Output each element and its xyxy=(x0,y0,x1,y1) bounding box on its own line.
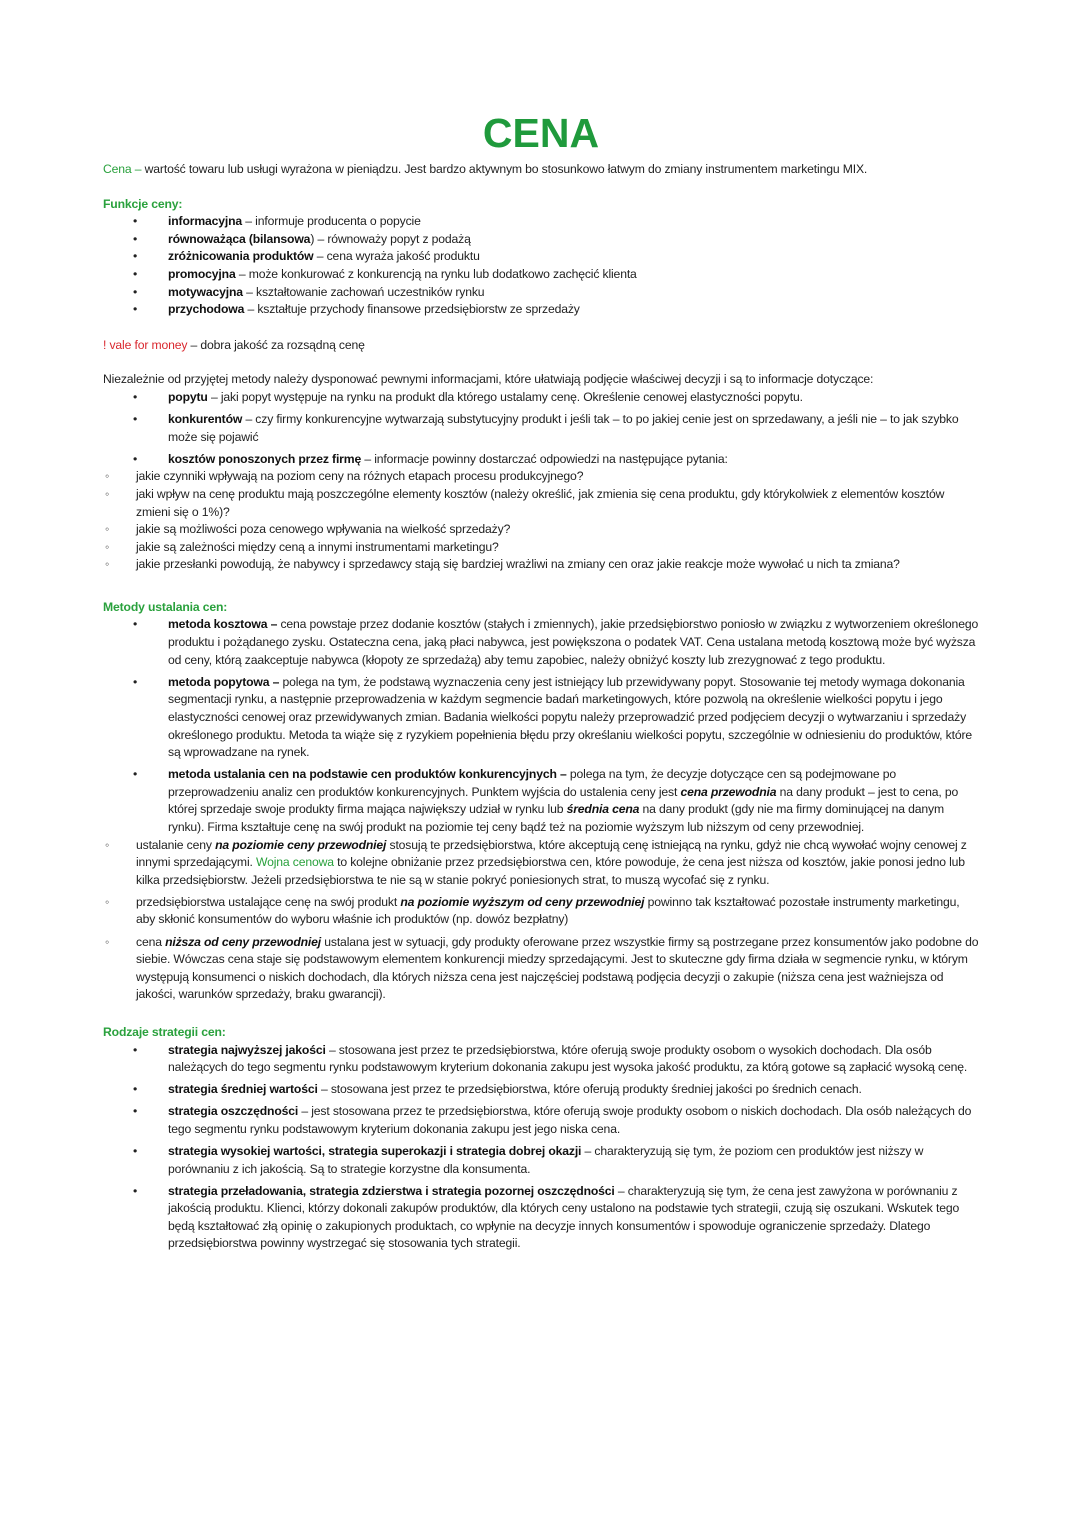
list-item xyxy=(103,1143,979,1178)
text-segment: – stosowana jest przez te przedsiębiorstwa, które oferują produkty średniej jakości po średnich cenach. xyxy=(317,1082,862,1097)
text-segment: przedsiębiorstwa ustalające cenę na swój produkt xyxy=(136,894,401,909)
info-lead: Niezależnie od przyjętej metody należy dysponować pewnymi informacjami, które ułatwiają podjęcie właściwej decyzji i są to informacje dotyczące: xyxy=(103,372,874,387)
text-segment: – stosowana jest przez te przedsiębiorstwa, które oferują swoje produkty osobom o wysokich dochodach. Dla osób należących do tego segmentu rynku podstawowym kryterium dokonania zakupu jest wysoka jakość produktu, za którą gotowe są zapłacić wysoką cenę. xyxy=(168,1042,968,1075)
list-item xyxy=(103,213,979,231)
bold-term: metoda ustalania cen na podstawie cen produktów konkurencyjnych – xyxy=(168,767,567,782)
functions-heading: Funkcje ceny: xyxy=(103,196,183,211)
list-item xyxy=(103,1103,979,1138)
text-segment: – dobra jakość za rozsądną cenę xyxy=(187,337,365,352)
strategies-list xyxy=(103,1042,979,1254)
green-text: Wojna cenowa xyxy=(255,855,334,870)
question-item: ◦ jakie są zależności między ceną a innymi instrumentami marketingu? xyxy=(103,539,979,557)
question-item: ◦ jaki wpływ na cenę produktu mają poszczególne elementy kosztów (należy określić, jak zmienia się cena produktu, gdy którykolwiek z elementów kosztów zmieni się o 1%)? xyxy=(103,486,979,521)
bold-term: kosztów ponoszonych przez firmę xyxy=(168,451,362,466)
bold-term: przychodowa xyxy=(168,302,245,317)
red-text: ! vale for money xyxy=(103,337,188,352)
question-item: ◦ jakie czynniki wpływają na poziom ceny na różnych etapach procesu produkcyjnego? xyxy=(103,468,979,486)
bold-term: metoda popytowa – xyxy=(168,674,280,689)
cost-questions-list xyxy=(103,468,979,574)
list-item xyxy=(103,616,979,669)
text-segment: na dany produkt – jest to cena, po której sprzedaje swoje produkty firma mająca największy udział w rynku lub xyxy=(168,784,959,817)
bold-term: informacyjna xyxy=(168,214,243,229)
intro-definition xyxy=(103,161,979,179)
list-item xyxy=(103,1183,979,1253)
page-title: CENA xyxy=(482,110,600,156)
bold-term: średnia cena xyxy=(566,802,640,817)
list-item xyxy=(103,284,979,302)
bold-term: strategia wysokiej wartości, strategia superokazji i strategia dobrej okazji xyxy=(168,1144,582,1158)
text-segment: – cena wyraża jakość produktu xyxy=(313,249,480,264)
green-text: Cena – xyxy=(103,162,145,176)
text-segment: powinno tak kształtować pozostałe instrumenty marketingu, aby skłonić konsumentów do wyboru właśnie ich produktów (np. dowóz bezpłatny) xyxy=(136,894,960,927)
text-segment: – informuje producenta o popycie xyxy=(242,214,421,229)
value-for-money-note xyxy=(103,337,979,355)
text-segment: – kształtuje przychody finansowe przedsiębiorstw ze sprzedaży xyxy=(244,302,580,317)
text-segment: – czy firmy konkurencyjne wytwarzają substytucyjny produkt i jeśli tak – to po jakiej cenie jest on sprzedawany, a jeśli nie – to jak szybko może się pojawić xyxy=(168,412,959,444)
bold-term: metoda kosztowa – xyxy=(168,617,278,632)
list-item xyxy=(103,301,979,319)
bold-term: konkurentów xyxy=(168,412,243,427)
text-segment: cena xyxy=(136,934,166,949)
list-item xyxy=(103,266,979,284)
list-item xyxy=(103,837,979,890)
text-segment: – kształtowanie zachowań uczestników rynku xyxy=(242,284,485,299)
bold-term: zróżnicowania produktów xyxy=(168,249,314,264)
competitive-price-sublist xyxy=(103,837,979,1004)
bold-term: popytu xyxy=(168,389,208,404)
functions-list xyxy=(103,213,979,319)
bold-term: promocyjna xyxy=(168,266,236,281)
text-segment: ustalana jest w sytuacji, gdy produkty oferowane przez wszystkie firmy są postrzegane przez konsumentów jako podobne do siebie. Wówczas cena staje się podstawowym elementem konkurencji miedzy sprzedającymi. Jest to skuteczne gdy firma działa w segmencie rynku, w którym występują konsumenci o niskich dochodach, dla których niższa cena jest najczęściej podstawą podjęcia decyzji o zakupie (niższa cena jest ważniejsza od jakości, warunków sprzedaży, braku gwarancji). xyxy=(136,934,979,1002)
info-list xyxy=(103,389,979,468)
text-segment: na dany produkt (gdy nie ma firmy dominującej na danym rynku). Firma kształtuje cenę na swój produkt na poziomie tej ceny bądź też na poziomie wyższym lub niższym od ceny przewodniej. xyxy=(168,802,945,834)
bold-term: strategia najwyższej jakości xyxy=(168,1042,326,1057)
strategies-heading: Rodzaje strategii cen: xyxy=(103,1024,226,1039)
text-segment: polega na tym, że podstawą wyznaczenia ceny jest istniejący lub przewidywany popyt. Stosowanie tej metody wymaga dokonania segmentacji rynku, a następnie przeprowadzenia w każdym segmencie badań marketingowych, które pozwolą na określenie wielkości popytu i jego elastyczności cenowej oraz przewidywanych zmian. Badania wielkości popytu należy przeprowadzić przed podjęciem decyzji o wytwarzaniu i sprzedaży określonego produktu. Metoda ta wiąże się z ryzykiem popełnienia błędu przy określaniu wielkości popytu, szczególnie w odniesieniu do produktów, które są wprowadzane na rynek. xyxy=(168,674,972,760)
text-segment: cena powstaje przez dodanie kosztów (stałych i zmiennych), jakie przedsiębiorstwo poniosło w związku z wytworzeniem określonego produktu i pożądanego zysku. Ostateczna cena, jaką płaci nabywca, jest powiększona o podatek VAT. Cena ustalana metodą kosztową może być wyższa od ceny, którą zaakceptuje nabywca (kłopoty ze sprzedażą) aby temu zapobiec, należy obniżyć koszty lub zrezygnować z tego produktu. xyxy=(168,617,979,667)
list-item xyxy=(103,248,979,266)
list-item xyxy=(103,1042,979,1077)
text-segment: ustalanie ceny xyxy=(136,837,216,852)
text-segment: ) – równoważy popyt z podażą xyxy=(310,231,471,246)
list-item xyxy=(103,766,979,836)
bold-term: strategia przeładowania, strategia zdzierstwa i strategia pozornej oszczędności xyxy=(168,1183,615,1198)
text-segment: wartość towaru lub usługi wyrażona w pieniądzu. Jest bardzo aktywnym bo stosunkowo łatwym do zmiany instrumentem marketingu MIX. xyxy=(144,162,868,176)
methods-heading: Metody ustalania cen: xyxy=(103,599,228,614)
bold-term: strategia oszczędności xyxy=(168,1104,299,1119)
list-item xyxy=(103,451,979,469)
text-segment: stosują te przedsiębiorstwa, które akceptują cenę istniejącą na rynku, gdyż nie chcą wywołać wojny cenowej z innymi sprzedającymi. xyxy=(136,837,967,870)
question-item: ◦ jakie są możliwości poza cenowego wpływania na wielkość sprzedaży? xyxy=(103,521,979,539)
text-segment: – charakteryzują się tym, że cena jest zawyżona w porównaniu z jakością produktu. Klienci, którzy dokonali zakupów produktów, dla których ceny ustalono na podstawie tych strategii, czują się oszukani. Wskutek tego będą kształtować złą opinię o zakupionych produktach, co wpłynie na decyzje innych konsumentów i spowoduje ograniczenie sprzedaży. Dlatego przedsiębiorstwa powinny wystrzegać się stosowania tych strategii. xyxy=(168,1183,960,1251)
text-segment: – informacje powinny dostarczać odpowiedzi na następujące pytania: xyxy=(361,451,728,466)
methods-list xyxy=(103,616,979,836)
document-page xyxy=(103,0,979,1258)
bold-term: niższa od ceny przewodniej xyxy=(165,934,322,949)
bold-term: cena przewodnia xyxy=(680,784,777,799)
bold-term: na poziomie wyższym od ceny przewodniej xyxy=(400,894,645,909)
text-segment: to kolejne obniżanie przez przedsiębiorstwa cen, które powoduje, że cena jest niższa od kosztów, jakie ponosi jedno lub kilka przedsiębiorstw. Jeżeli przedsiębiorstwa te nie są w stanie pokryć poniesionych strat, to muszą wycofać się z rynku. xyxy=(136,855,965,887)
question-item: ◦ jakie przesłanki powodują, że nabywcy i sprzedawcy stają się bardziej wrażliwi na zmiany cen oraz jakie reakcje może wywołać u nich ta zmiana? xyxy=(103,556,979,574)
bold-term: motywacyjna xyxy=(168,284,243,299)
text-segment: – jest stosowana przez te przedsiębiorstwa, które oferują swoje produkty osobom o niskich dochodach. Dla osób należących do tego segmentu rynku podstawowym kryterium dokonania zakupu jest jego niska cena. xyxy=(168,1104,972,1136)
bold-term: równoważąca (bilansowa xyxy=(168,231,311,246)
list-item xyxy=(103,934,979,1004)
text-segment: – jaki popyt występuje na rynku na produkt dla którego ustalamy cenę. Określenie cenowej elastyczności popytu. xyxy=(207,389,803,404)
list-item xyxy=(103,1081,979,1099)
list-item xyxy=(103,389,979,407)
list-item xyxy=(103,411,979,446)
list-item xyxy=(103,231,979,249)
text-segment: polega na tym, że decyzje dotyczące cen są podejmowane po przeprowadzeniu analiz cen produktów konkurencyjnych. Punktem wyjścia do ustalenia ceny jest xyxy=(168,767,897,799)
text-segment: – charakteryzują się tym, że poziom cen produktów jest niższy w porównaniu z ich jakością. Są to strategie korzystne dla konsumenta. xyxy=(168,1144,924,1176)
list-item xyxy=(103,674,979,762)
text-segment: – może konkurować z konkurencją na rynku lub dodatkowo zachęcić klienta xyxy=(235,266,637,281)
bold-term: na poziomie ceny przewodniej xyxy=(215,837,387,852)
list-item xyxy=(103,894,979,929)
bold-term: strategia średniej wartości xyxy=(168,1082,318,1097)
